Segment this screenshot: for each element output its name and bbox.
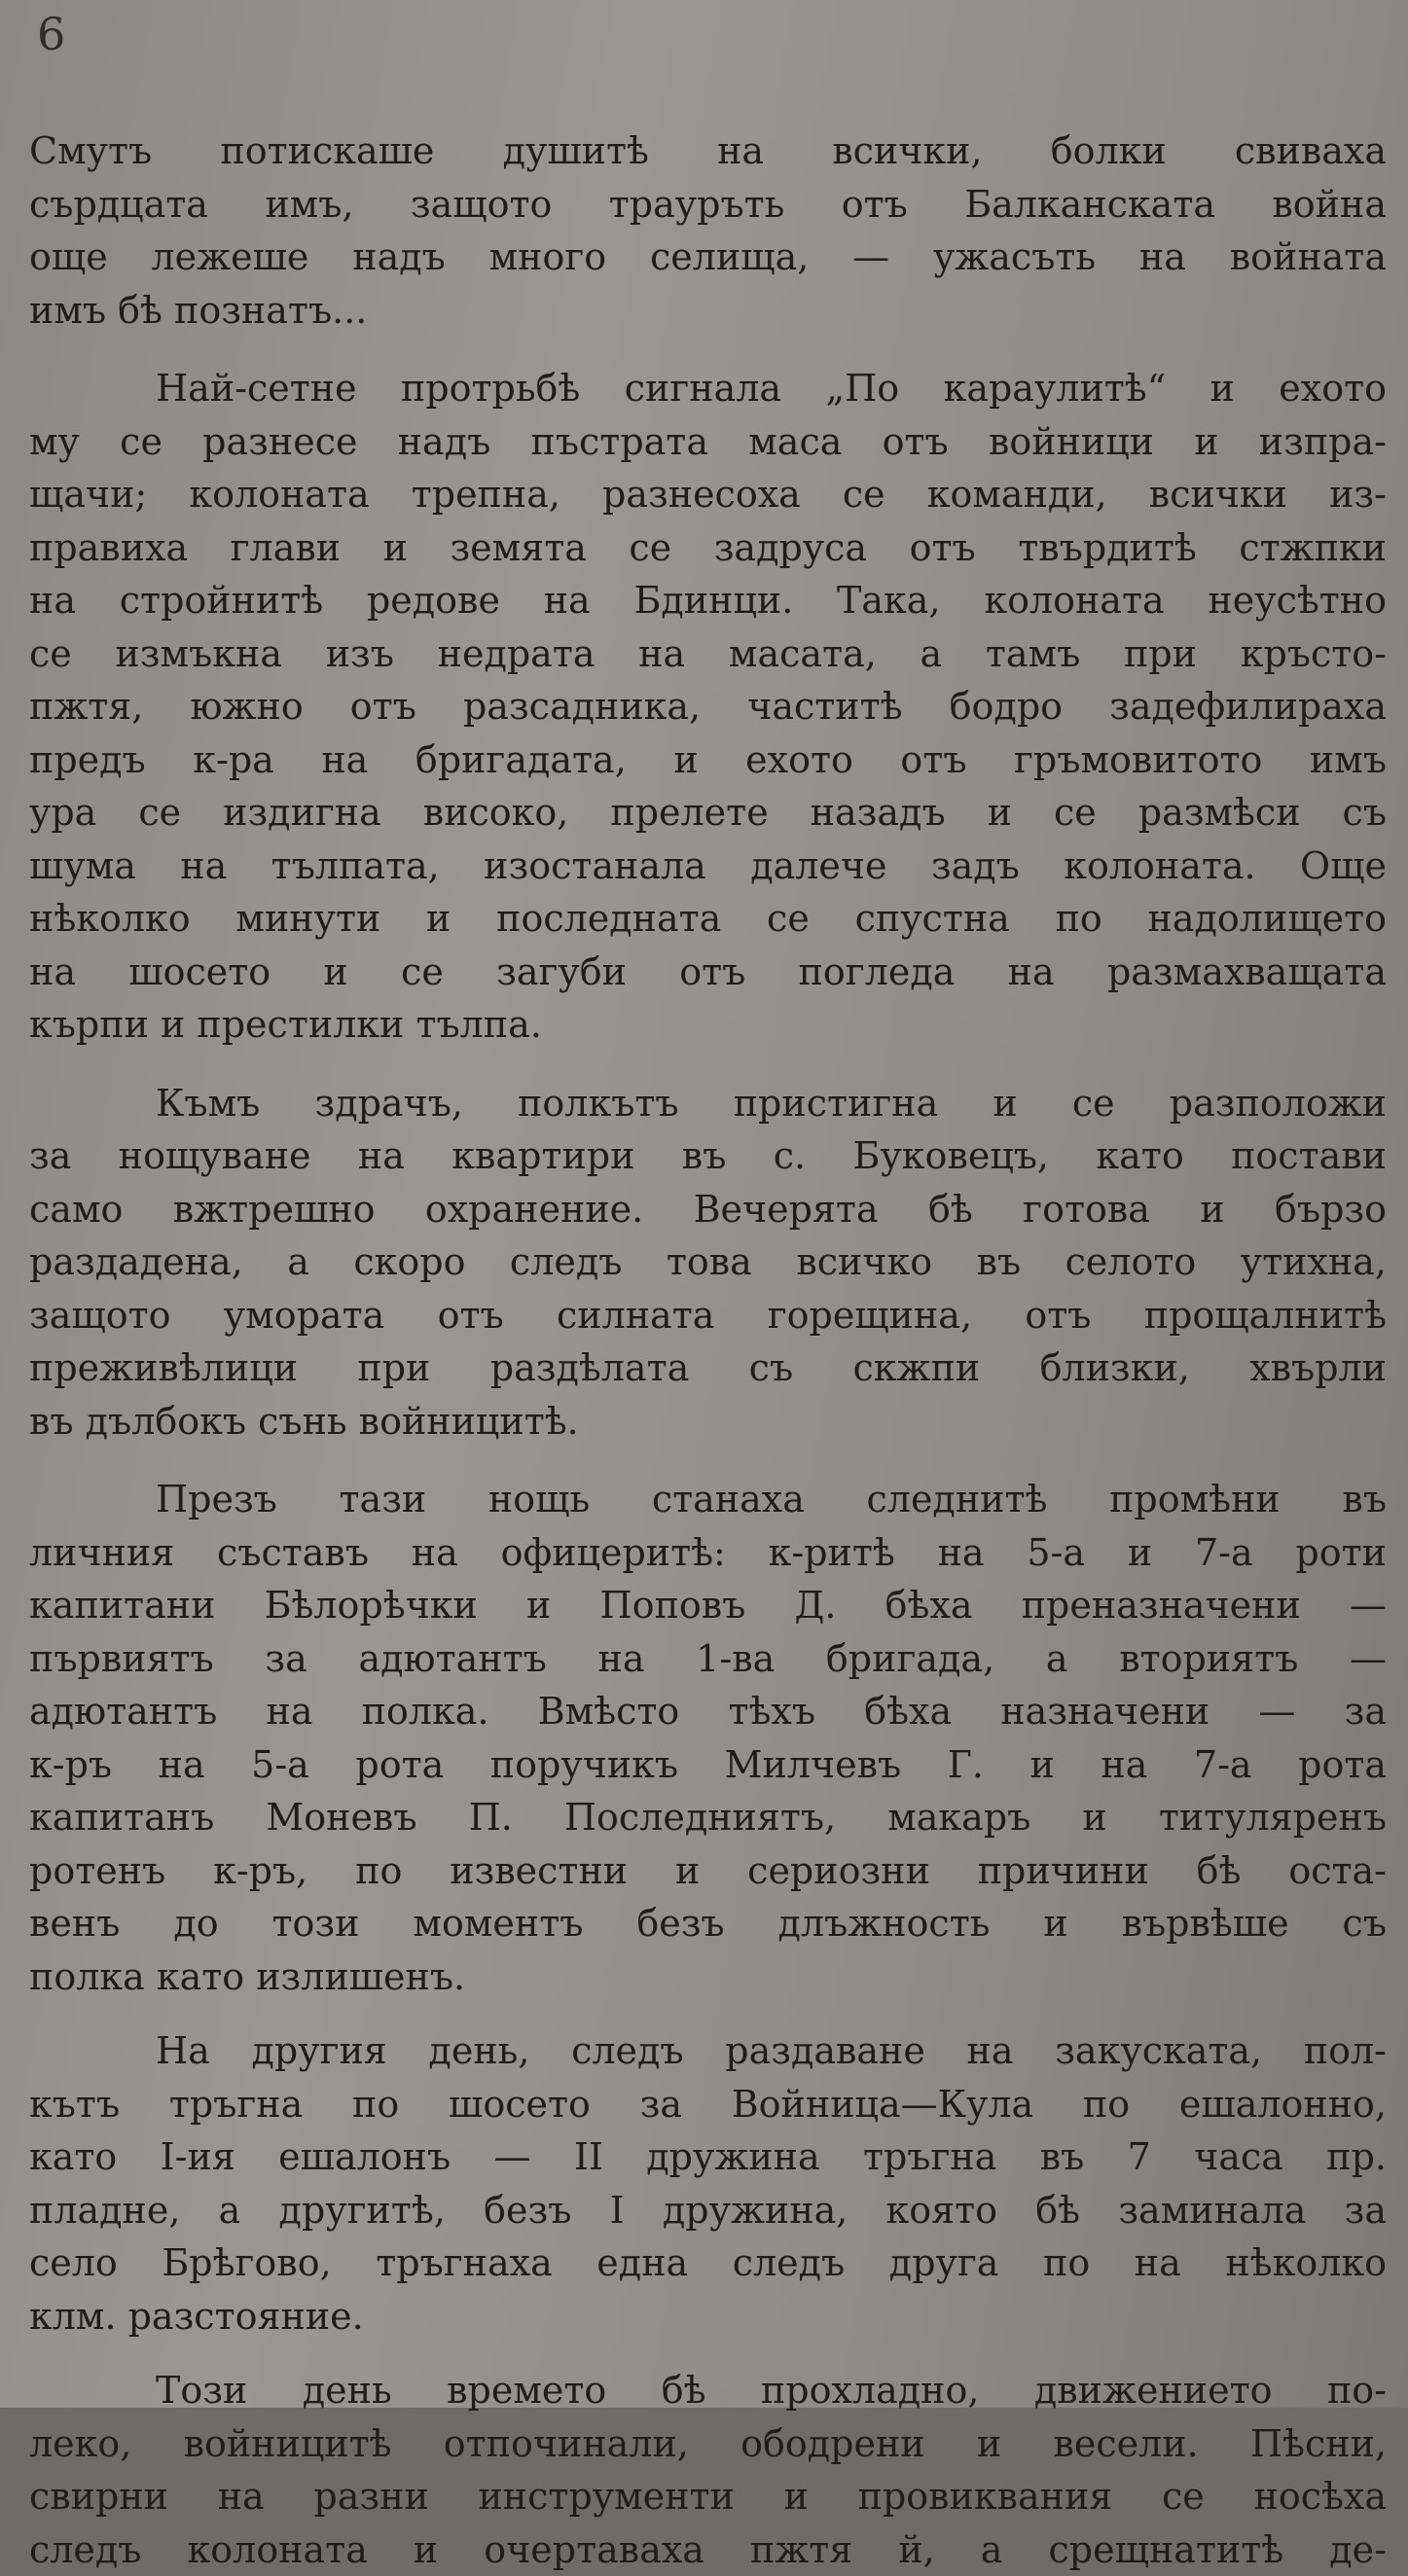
text-line: личния съставъ на офицеритѣ: к-ритѣ на 5-а и 7-а роти <box>29 1530 1387 1574</box>
text-line: следъ колоната и очертаваха пжтя й, а срещнатитѣ де- <box>29 2527 1387 2571</box>
text-line: предъ к-ра на бригадата, и ехото отъ гръмовитото имъ <box>29 737 1387 781</box>
text-line: кътъ тръгна по шосето за Войница—Кула по ешалонно, <box>29 2082 1387 2126</box>
text-line: капитани Бѣлорѣчки и Поповъ Д. бѣха преназначени — <box>29 1584 1387 1627</box>
text-line: пжтя, южно отъ разсадника, частитѣ бодро задефилираха <box>29 685 1387 728</box>
text-line: На другия день, следъ раздаване на закуската, пол- <box>156 2029 1387 2072</box>
text-line: сърдцата имъ, защото трауръть отъ Балканската война <box>29 182 1387 226</box>
text-line: к-ръ на 5-а рота поручикъ Милчевъ Г. и на 7-а рота <box>29 1742 1387 1786</box>
text-line: защото умората отъ силната горещина, отъ прощалнитѣ <box>29 1293 1387 1337</box>
text-line: се измъкна изъ недрата на масата, а тамъ при кръсто- <box>29 631 1387 675</box>
text-line: ура се издигна високо, прелете назадъ и се размѣси съ <box>29 791 1387 834</box>
text-line: имъ бѣ познатъ... <box>29 288 368 332</box>
text-line: кърпи и престилки тълпа. <box>29 1003 542 1046</box>
text-line: свирни на разни инструменти и провиквания се носѣха <box>29 2475 1387 2518</box>
text-line: адютантъ на полка. Вмѣсто тѣхъ бѣха назначени — за <box>29 1690 1387 1733</box>
text-line: пладне, а другитѣ, безъ I дружина, която бѣ заминала за <box>29 2188 1387 2232</box>
text-line: като I-ия ешалонъ — II дружина тръгна въ 7 часа пр. <box>29 2135 1387 2178</box>
text-line: Най-сетне протрьбѣ сигнала „По караулитѣ“ и ехото <box>156 367 1387 410</box>
text-line: Къмъ здрачъ, полкътъ пристигна и се разположи <box>156 1081 1387 1125</box>
text-line: за нощуване на квартири въ с. Буковецъ, като постави <box>29 1134 1387 1177</box>
paragraph-6 <box>29 2364 1387 2571</box>
text-line: щачи; колоната трепна, разнесоха се команди, всички из- <box>29 473 1387 516</box>
text-line: раздадена, а скоро следъ това всичко въ селото утихна, <box>29 1240 1387 1283</box>
text-line: въ дълбокъ сънь войницитѣ. <box>29 1399 579 1443</box>
paragraph-5 <box>29 2024 1387 2343</box>
text-line: на шосето и се загуби отъ погледа на размахващата <box>29 949 1387 993</box>
paragraph-2 <box>29 362 1387 1052</box>
text-line: на стройнитѣ редове на Бдинци. Така, колоната неусѣтно <box>29 579 1387 622</box>
text-line: клм. разстояние. <box>29 2294 364 2338</box>
paragraph-1 <box>29 125 1387 337</box>
text-line: леко, войницитѣ отпочинали, ободрени и весели. Пѣсни, <box>29 2421 1387 2465</box>
text-line: нѣколко минути и последната се спустна по надолището <box>29 897 1387 940</box>
text-line: Смутъ потискаше душитѣ на всички, болки свиваха <box>29 129 1387 172</box>
text-line: Този день времето бѣ прохладно, движението по- <box>156 2369 1387 2412</box>
text-line: само вжтрешно охранение. Вечерята бѣ готова и бързо <box>29 1187 1387 1231</box>
paragraph-3 <box>29 1077 1387 1449</box>
body-text <box>29 125 1387 2571</box>
page-number: 6 <box>37 8 66 60</box>
text-line: село Брѣгово, тръгнаха една следъ друга по на нѣколко <box>29 2241 1387 2284</box>
text-line: полка като излишенъ. <box>29 1954 466 1998</box>
text-line: преживѣлици при раздѣлата съ скжпи близки, хвърли <box>29 1346 1387 1389</box>
text-line: шума на тълпата, изостанала далече задъ колоната. Още <box>29 843 1387 887</box>
text-line: ротенъ к-ръ, по известни и сериозни причини бѣ оста- <box>29 1848 1387 1892</box>
text-line: Презъ тази нощь станаха следнитѣ промѣни въ <box>156 1478 1387 1521</box>
text-line: още лежеше надъ много селища, — ужасъть на войната <box>29 235 1387 278</box>
text-line: първиятъ за адютантъ на 1-ва бригада, а вториятъ — <box>29 1636 1387 1680</box>
text-line: правиха глави и земята се задруса отъ твърдитѣ стжпки <box>29 525 1387 569</box>
text-line: му се разнесе надъ пъстрата маса отъ войници и изпра- <box>29 419 1387 463</box>
paragraph-4 <box>29 1473 1387 2003</box>
text-line: венъ до този моментъ безъ длъжность и вървѣше съ <box>29 1902 1387 1945</box>
text-line: капитанъ Моневъ П. Последниятъ, макаръ и титуляренъ <box>29 1796 1387 1839</box>
